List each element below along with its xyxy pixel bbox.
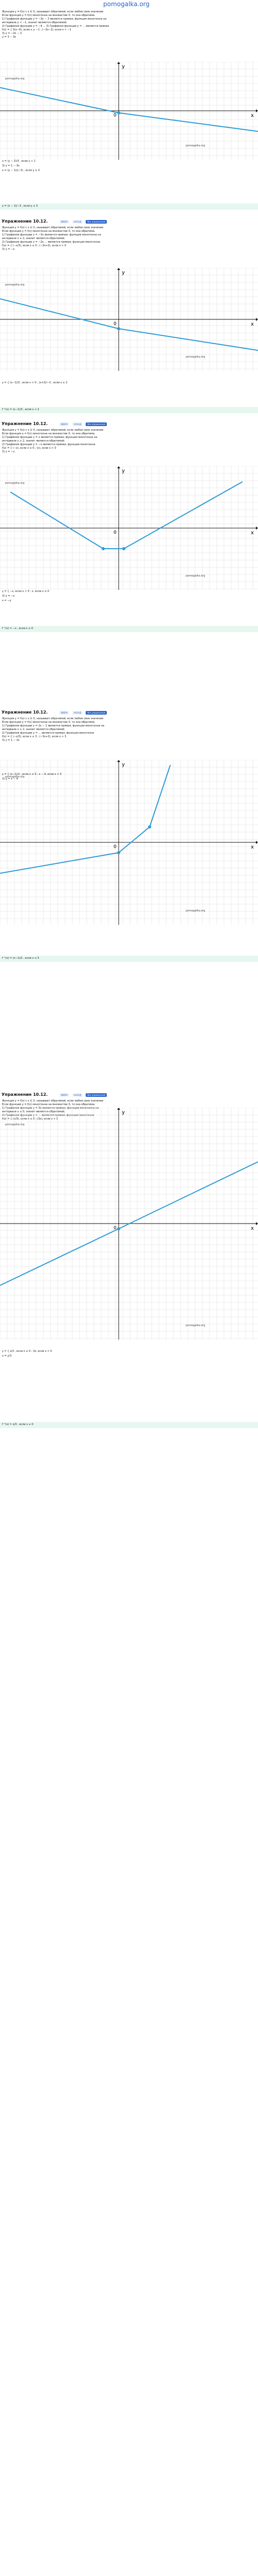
watermark: pomogalka.org xyxy=(186,355,205,359)
y-axis-arrow xyxy=(117,466,120,468)
piecewise-line: x = −y xyxy=(2,599,11,602)
text-line: Функция y = f(x) с x ∈ X, называют обратимой, если любое свое значение xyxy=(2,10,104,13)
piecewise-line: x = (y − 2)/3 , если y < 1 xyxy=(2,160,36,163)
text-line: 2) Графиком функции y = ... является прямая, функция монотонна xyxy=(2,1114,94,1117)
text-line: Функция y = f(x) с x ∈ X, называют обратимой, если любое свое значение xyxy=(2,429,104,432)
piecewise-line: x = (y − 1)/(−3) , если y ≥ 3 xyxy=(2,169,40,172)
text-line: f(x) = { 3(x−6), если x ≤ −1 ; (−3x−2), если x > −1 xyxy=(2,28,72,31)
graph-point xyxy=(117,111,120,114)
text-line: y = 3 − 3x xyxy=(2,36,17,39)
nav-buttons xyxy=(59,711,107,715)
graph-canvas xyxy=(0,268,258,371)
watermark: pomogalka.org xyxy=(186,144,205,147)
piecewise-line: x = y/3 xyxy=(2,1354,12,1358)
y-axis-arrow xyxy=(117,1108,120,1110)
text-line: Если функция y = f(x) монотонна на множестве X, то она обратима. xyxy=(2,14,95,17)
all-button[interactable]: Все упражнения xyxy=(86,1093,107,1097)
y-axis-label: y xyxy=(122,762,125,768)
text-line: Если функция y = f(x) монотонна на множестве X, то она обратима. xyxy=(2,721,95,724)
graph-point xyxy=(117,1227,120,1230)
function-graph xyxy=(0,268,258,371)
text-line: 3) y = 1 − 2x xyxy=(2,739,20,742)
answer-text: f⁻¹(x) = (x−1)/3 , если x < 2 xyxy=(2,408,39,411)
prev-button[interactable]: НАЗАД xyxy=(72,711,83,715)
answer-band xyxy=(0,1422,258,1428)
origin-label: 0 xyxy=(114,113,117,118)
up-button[interactable]: ВВЕРХ xyxy=(59,1093,69,1097)
watermark: pomogalka.org xyxy=(5,1123,25,1126)
piecewise-line: y = { −x, если x < 0 ; x, если x ≥ 0 xyxy=(2,590,50,593)
text-line: 1) Графиком функции y = 3x является прямая, функция монотонна на xyxy=(2,1107,99,1110)
text-line: Если функция y = f(x) монотонна на множестве X, то она обратима. xyxy=(2,432,95,435)
piecewise-line: y = { (x−1)/2 , если x ≤ 5 ; x − 4, если x > 5 xyxy=(2,773,62,776)
exercise-heading: Упражнение 10.12. xyxy=(2,1092,48,1097)
y-axis-label: y xyxy=(122,64,125,70)
graph-point xyxy=(117,851,120,854)
x-axis-arrow xyxy=(256,841,258,844)
answer-band xyxy=(0,204,258,210)
nav-buttons xyxy=(59,220,107,224)
up-button[interactable]: ВВЕРХ xyxy=(59,711,69,715)
text-line: 3) y = −x xyxy=(2,248,15,251)
function-graph-line xyxy=(0,88,258,131)
function-graph-line xyxy=(10,482,243,549)
prev-button[interactable]: НАЗАД xyxy=(72,220,83,224)
text-line: 1) Графиком функции y = 2x − 1 является прямая, функция монотонна на xyxy=(2,724,104,727)
text-line: Функция y = f(x) с x ∈ X, называют обратимой, если любое свое значение xyxy=(2,226,104,229)
text-line: 3) y = −3x − 3 xyxy=(2,32,22,35)
text-lines xyxy=(2,429,157,454)
text-line: f(x) = { (−x/3), если x ≤ 3 ; (−3x+2), если x > 3 xyxy=(2,735,67,738)
graph-canvas xyxy=(0,760,258,925)
exercise-heading: Упражнение 10.12. xyxy=(2,421,48,426)
answer-band xyxy=(0,407,258,413)
origin-label: 0 xyxy=(114,530,117,535)
watermark: pomogalka.org xyxy=(5,482,25,485)
top-bar xyxy=(0,0,258,8)
text-line: 3) y = −x xyxy=(2,450,15,453)
prev-button[interactable]: НАЗАД xyxy=(72,1093,83,1097)
site-title[interactable]: pomogalka.org xyxy=(103,1,150,8)
watermark: pomogalka.org xyxy=(186,909,205,912)
text-lines xyxy=(2,717,157,742)
nav-buttons xyxy=(59,422,107,426)
graph-canvas xyxy=(0,466,258,590)
answer-text: f⁻¹(x) = −x , если x ≤ 0 xyxy=(2,627,33,630)
text-line: Функция y = f(x) с x ∈ X, называют обратимой, если любое свое значение xyxy=(2,1099,104,1103)
text-lines xyxy=(2,226,157,251)
function-graph xyxy=(0,466,258,590)
graph-point xyxy=(117,327,120,330)
graph-canvas xyxy=(0,1108,258,1340)
answer-text: y = (x − 1)/−3 , если y ≤ 3 xyxy=(2,205,38,208)
graph-point xyxy=(148,825,151,828)
text-line: f(x) = { (−x/3), если x ≤ 0 ; (−3x+2), если x > 0 xyxy=(2,244,67,247)
piecewise-line: y = { (x−1)/3 , если x < 0 ; (x+2)/−3 , если x ≥ 2 xyxy=(2,381,68,384)
text-line: 2) Графиком функции y = ... является прямая, функция монотонна xyxy=(2,732,94,735)
answer-band xyxy=(0,956,258,962)
text-line: f(x) = { (x/3), если x ≤ 0 ; (3x), если x > 0 xyxy=(2,1117,58,1121)
text-line: Если функция y = f(x) монотонна на множестве X, то она обратима. xyxy=(2,230,95,233)
watermark: pomogalka.org xyxy=(5,775,25,778)
y-axis-label: y xyxy=(122,270,125,276)
text-line: 1) Графиком функции y = −3x − 3 является прямая, функция монотонна на xyxy=(2,18,107,21)
text-line: 2) Графиком функции y = −4 ... 3) Графиком функции y = ... является прямая xyxy=(2,25,109,28)
piecewise-line: 3) y = −x xyxy=(2,595,15,598)
y-axis-arrow xyxy=(117,62,120,64)
x-axis-arrow xyxy=(256,109,258,112)
x-axis-arrow xyxy=(256,527,258,530)
text-line: 1) Графиком функции y = x является прямая, функция монотонна на xyxy=(2,436,98,439)
watermark: pomogalka.org xyxy=(186,574,205,578)
answer-text: f⁻¹(x) = (x−1)/2 , если x ≤ 5 xyxy=(2,957,39,960)
text-line: интервале y ≥ 2, значит является обратимой; xyxy=(2,439,65,443)
function-graph-line xyxy=(0,765,170,873)
text-line: интервале y < −1, значит является обратимой; xyxy=(2,21,67,24)
function-graph xyxy=(0,1108,258,1340)
y-axis-label: y xyxy=(122,468,125,474)
graph-canvas xyxy=(0,62,258,160)
watermark: pomogalka.org xyxy=(5,283,25,286)
answer-text: f⁻¹(x) = x/3 , если x ≤ 0 xyxy=(2,1423,34,1426)
x-axis-label: x xyxy=(251,530,254,536)
text-line: интервале x ≥ 2, значит является обратимой; xyxy=(2,237,65,240)
text-line: интервале x ≥ 0, значит является обратимой; xyxy=(2,1110,65,1113)
up-button[interactable]: ВВЕРХ xyxy=(59,220,69,224)
exercise-heading: Упражнение 10.12. xyxy=(2,219,48,224)
function-graph-line xyxy=(0,299,258,350)
x-axis-label: x xyxy=(251,113,254,118)
text-line: 2) Графиком функции y = −2x ... является прямая, функция монотонна xyxy=(2,241,101,244)
y-axis-label: y xyxy=(122,1110,125,1115)
text-line: интервале x ≥ 2, значит является обратимой; xyxy=(2,728,65,731)
origin-label: 0 xyxy=(114,1226,117,1231)
nav-buttons xyxy=(59,1093,107,1097)
y-axis-arrow xyxy=(117,760,120,762)
all-button[interactable]: Все упражнения xyxy=(86,711,107,715)
piecewise-line: 3) y = 1 − 3x xyxy=(2,164,20,167)
all-button[interactable]: Все упражнения xyxy=(86,422,107,426)
text-line: Функция y = f(x) с x ∈ X, называют обратимой, если любое свое значение xyxy=(2,717,104,720)
graph-point xyxy=(102,547,105,550)
function-graph xyxy=(0,62,258,160)
up-button[interactable]: ВВЕРХ xyxy=(59,422,69,426)
watermark: pomogalka.org xyxy=(5,77,25,80)
text-lines xyxy=(2,10,157,39)
origin-label: 0 xyxy=(114,321,117,327)
function-graph xyxy=(0,760,258,925)
all-button[interactable]: Все упражнения xyxy=(86,220,107,224)
x-axis-arrow xyxy=(256,1222,258,1225)
watermark: pomogalka.org xyxy=(186,1324,205,1327)
prev-button[interactable]: НАЗАД xyxy=(72,422,83,426)
graph-point xyxy=(122,547,125,550)
origin-label: 0 xyxy=(114,844,117,850)
y-axis-arrow xyxy=(117,268,120,270)
x-axis-label: x xyxy=(251,321,254,327)
exercise-heading: Упражнение 10.12. xyxy=(2,710,48,715)
x-axis-label: x xyxy=(251,844,254,850)
text-line: 2) Графиком функции y = −x является прямая, функция монотонна xyxy=(2,443,95,446)
x-axis-label: x xyxy=(251,1226,254,1231)
piecewise-line: y = { x/3 , если x ≤ 0 ; 3x, если x > 0 xyxy=(2,1350,52,1353)
text-line: f(x) = { (−x), если x ≤ 0 ; (x), если x > 0 xyxy=(2,447,56,450)
text-line: Если функция y = f(x) монотонна на множестве X, то она обратима. xyxy=(2,1103,95,1106)
answer-band xyxy=(0,626,258,632)
text-line: 1) Графиком функции y = −3x является прямая, функция монотонна на xyxy=(2,233,101,236)
piecewise-line: 3) y = x − 4 xyxy=(2,777,18,781)
